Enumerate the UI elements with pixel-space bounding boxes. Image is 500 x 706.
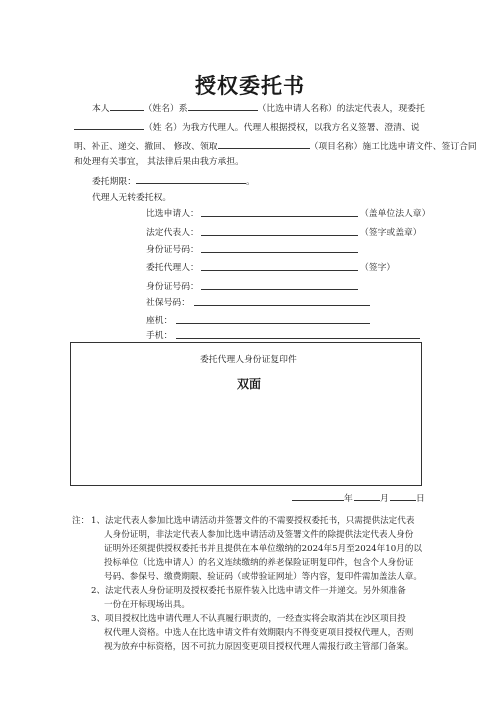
note-1-line-3: 证明外还须提供授权委托书并且提供在本单位缴纳的2024年5月至2024年10月的以 <box>104 544 422 554</box>
field-legal-rep-label: 法定代表人： <box>146 228 199 238</box>
field-applicant-suffix: （盖单位法人章） <box>360 209 431 219</box>
id-copy-caption: 委托代理人身份证复印件 <box>200 355 297 365</box>
field-legal-rep-suffix: （签字或盖章） <box>360 228 422 238</box>
para-line-1 <box>92 101 425 116</box>
field-applicant-line[interactable] <box>201 216 358 217</box>
field-legal-rep-line[interactable] <box>201 235 358 236</box>
note-2-line-1: 2、法定代表人身份证明及授权委托书原件装入比选申请文件一并递交。另外须准备 <box>91 586 406 596</box>
notes-prefix: 注： <box>72 516 90 526</box>
field-landline-line[interactable] <box>176 323 370 324</box>
note-1-line-2: 人身份证明，非法定代表人参加比选申请活动及签署文件的除提供法定代表人身份 <box>104 530 414 540</box>
no-subdelegation: 代理人无转委托权。 <box>92 193 172 203</box>
date-year-line[interactable] <box>292 500 344 501</box>
date-month: 月 <box>380 494 389 504</box>
field-mobile-line[interactable] <box>176 338 420 339</box>
note-1-line-1: 1、法定代表人参加比选申请活动并签署文件的不需要授权委托书，只需提供法定代表 <box>91 516 415 526</box>
note-3-line-1: 3、项目授权比选申请代理人不认真履行职责的，一经查实将会取消其在沙区项目投 <box>91 614 406 624</box>
field-agent-line[interactable] <box>201 270 358 271</box>
term-label: 委托期限： <box>92 177 136 187</box>
para-line-2 <box>74 120 420 135</box>
para-text: （姓名）系 <box>143 104 188 114</box>
term-blank[interactable] <box>136 174 246 184</box>
date-month-line[interactable] <box>354 500 380 501</box>
para-text: （比选申请人名称）的法定代表人，现委托 <box>257 104 425 114</box>
name-blank[interactable] <box>110 101 144 111</box>
id-copy-double-sided: 双面 <box>237 377 262 391</box>
field-social-security-label: 社保号码： <box>146 298 190 308</box>
note-2-line-2: 一份在开标现场出具。 <box>104 600 190 610</box>
field-agent-suffix: （签字） <box>360 263 396 273</box>
date-day: 日 <box>416 494 425 504</box>
para-line-4: 和处理有关事宜， 其法律后果由我方承担。 <box>74 157 244 167</box>
note-1-line-5: 号码、参保号、缴费期限、验证码（或带验证网址）等内容，复印件需加盖法人章。 <box>104 572 422 582</box>
field-social-security-line[interactable] <box>194 305 370 306</box>
para-line-3 <box>74 139 477 154</box>
field-id-1-line[interactable] <box>201 252 358 253</box>
document-title: 授权委托书 <box>195 73 305 98</box>
note-1-line-4: 投标单位（比选申请人）的名义连续缴纳的养老保险证明复印件，包含个人身份证 <box>104 558 414 568</box>
note-3-line-3: 视为放弃中标资格，因不可抗力原因变更项目授权代理人需报行政主管部门备案。 <box>104 642 414 652</box>
field-applicant-label: 比选申请人： <box>146 209 199 219</box>
field-agent-label: 委托代理人： <box>146 263 199 273</box>
project-name-blank[interactable] <box>218 139 310 149</box>
para-text: （姓 名）为我方代理人。代理人根据授权，以我方名义签署、澄清、说 <box>144 123 420 133</box>
note-3-line-2: 权代理人资格。中选人在比选申请文件有效期限内不得变更项目授权代理人，否则 <box>104 628 414 638</box>
para-text: （项目名称）施工比选申请文件、签订合同 <box>309 142 477 152</box>
field-id-1-label: 身份证号码： <box>146 245 199 255</box>
agent-name-blank[interactable] <box>74 120 144 130</box>
term-line <box>92 174 255 189</box>
applicant-blank[interactable] <box>188 101 258 111</box>
term-end: 。 <box>246 177 255 187</box>
field-id-2-line[interactable] <box>201 289 358 290</box>
date-day-line[interactable] <box>390 500 416 501</box>
field-landline-label: 座机： <box>146 316 173 326</box>
field-mobile-label: 手机： <box>146 331 173 341</box>
field-id-2-label: 身份证号码： <box>146 282 199 292</box>
para-text: 明、补正、递交、撤回、 修改、领取 <box>74 142 218 152</box>
date-year: 年 <box>344 494 353 504</box>
para-text: 本人 <box>92 104 110 114</box>
